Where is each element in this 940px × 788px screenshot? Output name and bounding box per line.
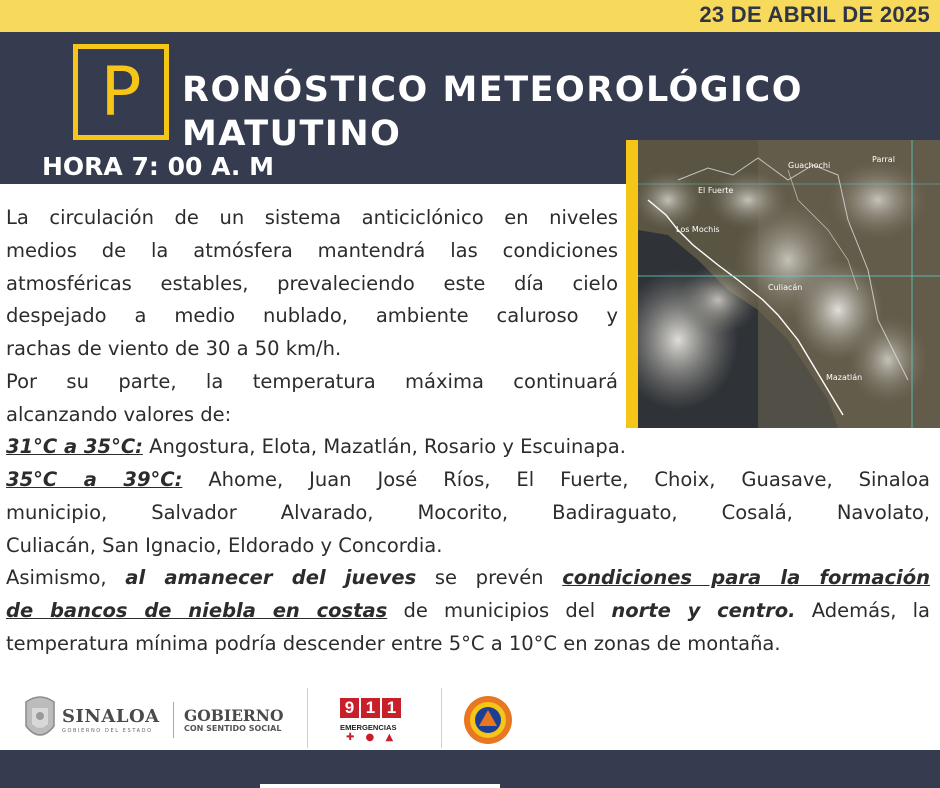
text-line: Culiacán, San Ignacio, Eldorado y Concordia. <box>6 533 443 557</box>
digit: 1 <box>382 698 401 718</box>
highlight-text: norte y centro. <box>611 598 796 622</box>
range-1-paragraph <box>6 431 930 464</box>
text-span: Además, la <box>795 598 930 622</box>
title-line-1: RONÓSTICO METEOROLÓGICO <box>182 70 803 110</box>
forecast-time: HORA 7: 00 A. M <box>42 152 274 181</box>
range-1-label: 31°C a 35°C: <box>6 435 143 458</box>
gobierno-estado-text: GOBIERNO DEL ESTADO <box>62 728 153 734</box>
city-label: Guachochi <box>788 161 831 170</box>
text-line: alcanzando valores de: <box>6 402 232 426</box>
text-line: atmosféricas estables, prevaleciendo este día cielo <box>6 271 618 295</box>
range-2-label: 35°C a 39°C: <box>6 468 183 491</box>
date-bar <box>0 0 940 32</box>
title-line-2: MATUTINO <box>182 114 402 154</box>
text-span: de municipios del <box>387 598 612 622</box>
city-label: Parral <box>872 155 895 164</box>
sentido-social-text: CON SENTIDO SOCIAL <box>184 724 282 733</box>
text-line: medios de la atmósfera mantendrá las condiciones <box>6 238 618 262</box>
emergencias-text: EMERGENCIAS <box>340 723 397 732</box>
highlight-text: de bancos de niebla en costas <box>6 598 388 622</box>
city-label: Culiacán <box>768 283 803 292</box>
sinaloa-logo-text: SINALOA <box>62 706 160 727</box>
city-label: El Fuerte <box>698 186 734 195</box>
text-line: La circulación de un sistema anticiclónico en niveles <box>6 206 618 229</box>
text-line: municipio, Salvador Alvarado, Mocorito, Badiraguato, Cosalá, Navolato, <box>6 500 930 524</box>
satellite-map <box>638 140 940 428</box>
fog-paragraph <box>6 562 930 660</box>
gobierno-logo-text: GOBIERNO <box>184 706 284 725</box>
divider <box>173 702 174 738</box>
divider <box>441 688 442 748</box>
range-2-paragraph <box>6 464 930 562</box>
range-1-text: Angostura, Elota, Mazatlán, Rosario y Escuinapa. <box>142 435 626 458</box>
footer-logos <box>0 688 940 750</box>
title-initial: P <box>100 53 142 132</box>
intro-paragraph <box>6 202 618 432</box>
text-line: temperatura mínima podría descender entre 5°C a 10°C en zonas de montaña. <box>6 631 781 655</box>
highlight-text: condiciones para la formación <box>562 566 931 589</box>
city-label: Mazatlán <box>826 373 863 382</box>
city-label: Los Mochis <box>676 225 720 234</box>
state-seal-icon <box>22 692 58 744</box>
text-line: despejado a medio nublado, ambiente caluroso y <box>6 304 618 328</box>
proteccion-civil-icon <box>462 694 514 746</box>
text-line: rachas de viento de 30 a 50 km/h. <box>6 337 342 361</box>
emergency-911-logo <box>340 698 404 720</box>
text-line: Por su parte, la temperatura máxima continuará <box>6 369 618 393</box>
divider <box>307 688 308 748</box>
range-2-text: Ahome, Juan José Ríos, El Fuerte, Choix, Guasave, Sinaloa <box>182 468 930 491</box>
title-initial-box <box>73 44 169 140</box>
digit: 1 <box>361 698 380 718</box>
text-span: Asimismo, <box>6 566 126 589</box>
bottom-bar <box>0 750 940 788</box>
highlight-text: al amanecer del jueves <box>125 566 417 589</box>
bottom-strip <box>260 784 500 788</box>
text-span: se prevén <box>416 566 563 589</box>
emergency-icons: ✚ ● ▲ <box>346 732 398 743</box>
satellite-image <box>626 140 940 428</box>
date-text: 23 DE ABRIL DE 2025 <box>699 2 930 27</box>
digit: 9 <box>340 698 359 718</box>
